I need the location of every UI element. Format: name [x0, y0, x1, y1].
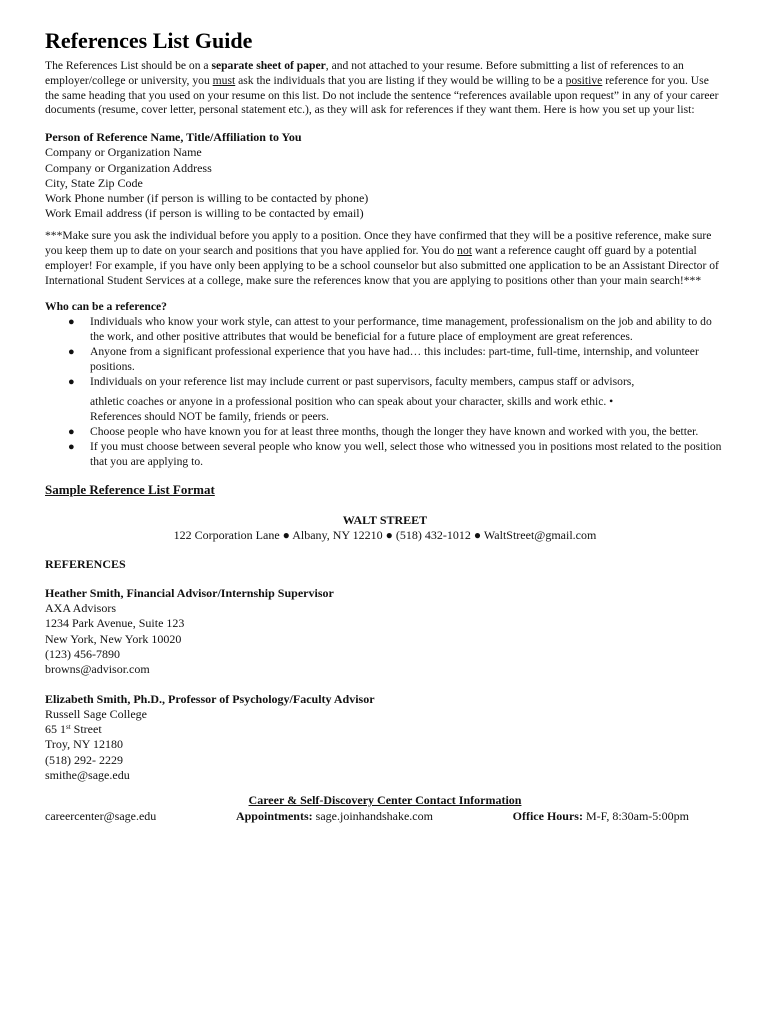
- list-item: ● Choose people who have known you for at least three months, though the longer they have known and worked with you, the better.: [68, 424, 699, 438]
- bullet-icon: ●: [68, 375, 75, 388]
- format-line: Work Email address (if person is willing to be contacted by email): [45, 206, 364, 221]
- document-page: [45, 28, 725, 823]
- format-heading: Person of Reference Name, Title/Affiliation to You: [45, 130, 302, 145]
- who-list: [45, 315, 725, 469]
- reference-line: AXA Advisors: [45, 600, 117, 615]
- bullet-icon: ●: [68, 425, 75, 438]
- reference-line: Russell Sage College: [45, 706, 147, 721]
- reference-line: (123) 456-7890: [45, 647, 120, 662]
- bullet-icon: ●: [68, 345, 75, 358]
- reference-line: 1234 Park Avenue, Suite 123: [45, 616, 185, 631]
- warning-underline-not: not: [457, 244, 472, 258]
- reference-line: New York, New York 10020: [45, 631, 182, 646]
- reference-line: Troy, NY 12180: [45, 737, 124, 752]
- bullet-icon: ●: [68, 316, 75, 329]
- footer-email: careercenter@sage.edu: [45, 808, 157, 823]
- sample-name: WALT STREET: [342, 513, 428, 528]
- list-item: ● Anyone from a significant professional experience that you have had… this includes: part-time, full-time, internship, and volunteer positions.: [68, 344, 699, 373]
- footer-title: Career & Self-Discovery Center Contact Information: [248, 792, 522, 807]
- bullet-icon: ●: [68, 440, 75, 453]
- format-line: City, State Zip Code: [45, 175, 143, 190]
- reference-details: [45, 601, 725, 678]
- reference-line: browns@advisor.com: [45, 662, 150, 677]
- reference-line: 65 1st Street: [45, 722, 102, 737]
- list-item: ● Individuals on your reference list may include current or past supervisors, faculty members, campus staff or advisors, athletic coaches or anyone in a professional position who can speak about your character, skills and work ethic. • References should NOT be family, friends or peers.: [68, 374, 635, 424]
- footer-hours: Office Hours: M-F, 8:30am-5:00pm: [512, 808, 689, 823]
- intro-paragraph: The References List should be on a separate sheet of paper, and not attached to your resume. Before submitting a list of references to an employer/college or university, you must ask the individuals that you are listing if they would be willing to be a positive reference for you. Use the same heading that you used on your resume on this list. Do not include the sentence “references available upon request” in any of your career documents (resume, cover letter, personal statement etc.), as they will ask for references if they want them. Here is how you set up your list:: [45, 59, 719, 117]
- references-label: REFERENCES: [45, 557, 126, 572]
- reference-format: [45, 130, 725, 221]
- page-title: References List Guide: [45, 28, 253, 53]
- warning-paragraph: ***Make sure you ask the individual before you apply to a position. Once they have confirmed that they will be a positive reference, make sure you keep them up to date on your search and positions that you have applied for. You do not want a reference caught off guard by a potential employer! For example, if you have only been applying to be a school counselor but also submitted one application to be an Assistant Director of International Student Services at a college, make sure the references know that you are applying to positions other than your main search!***: [45, 229, 719, 287]
- reference-details: [45, 707, 725, 784]
- sample-heading: Sample Reference List Format: [45, 482, 215, 498]
- intro-underline-positive: positive: [565, 73, 603, 87]
- footer-contact-row: [45, 809, 725, 824]
- list-item: ● If you must choose between several people who know you well, select those who witnessed you in positions most related to the position that you are applying to.: [68, 439, 722, 468]
- format-line: Company or Organization Address: [45, 160, 212, 175]
- reference-name: Heather Smith, Financial Advisor/Internship Supervisor: [45, 586, 334, 601]
- footer-appointments: Appointments: sage.joinhandshake.com: [235, 808, 433, 823]
- who-heading: Who can be a reference?: [45, 299, 167, 313]
- intro-underline-must: must: [212, 73, 236, 87]
- format-line: Work Phone number (if person is willing to be contacted by phone): [45, 191, 369, 205]
- intro-bold: separate sheet of paper: [211, 59, 326, 72]
- list-item: ● Individuals who know your work style, can attest to your performance, time management, professionalism on the job and ability to do the work, and other positive attributes that would be beneficial for a future place of employment are great references.: [68, 315, 712, 344]
- format-line: Company or Organization Name: [45, 145, 202, 160]
- reference-line: (518) 292- 2229: [45, 752, 123, 767]
- reference-line: smithe@sage.edu: [45, 768, 130, 783]
- sample-contact-line: 122 Corporation Lane ● Albany, NY 12210 ● (518) 432-1012 ● WaltStreet@gmail.com: [173, 527, 597, 542]
- reference-name: Elizabeth Smith, Ph.D., Professor of Psychology/Faculty Advisor: [45, 691, 375, 706]
